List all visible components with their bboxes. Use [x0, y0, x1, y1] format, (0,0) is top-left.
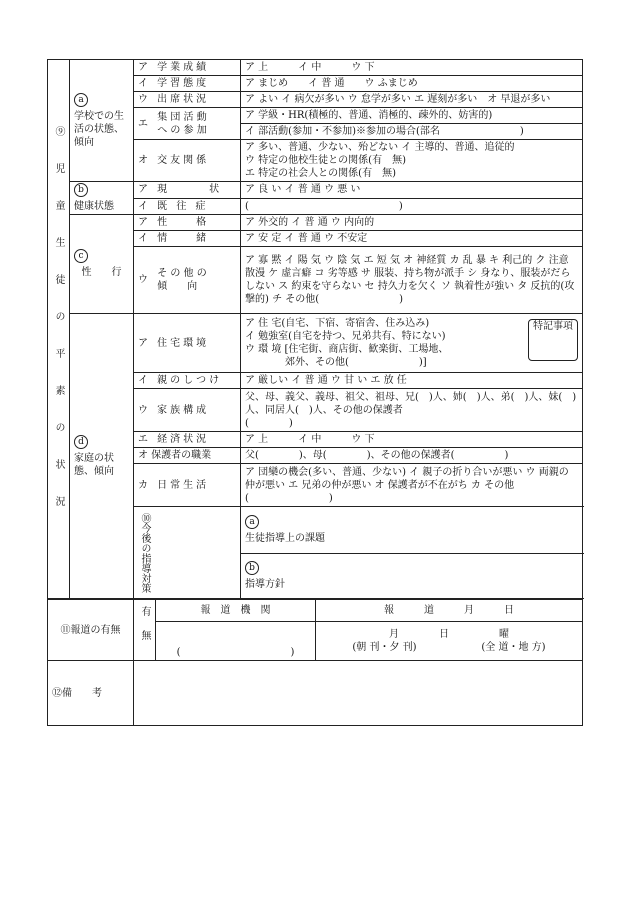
sec9d-item5-value: 父( )、母( )、その他の保護者( ) — [241, 448, 583, 464]
sec9c-item2-value: ア 安 定 イ 普 通 ウ 不安定 — [241, 231, 583, 247]
special-notes-label: 特記事項 — [533, 321, 573, 332]
sec9d-item1-key: ア 住宅環境 — [134, 314, 241, 373]
sec11-date-subrow — [320, 641, 578, 654]
sec11-presence: 有無 — [139, 606, 150, 654]
sec11-date-header: 報 道 月 日 — [316, 600, 583, 622]
sec9b-item1-key: ア 現 状 — [134, 182, 241, 199]
sec10b-mark: b — [245, 561, 259, 575]
sec9a-label-cell — [70, 60, 134, 182]
sec9a-item3-key: ウ 出席状況 — [134, 92, 241, 108]
sec9c-item3-key — [134, 247, 241, 314]
sec9a-item4-value1: ア 学級・HR(積極的、普通、消極的、疎外的、妨害的) — [241, 108, 583, 124]
sec10b-label: 指導方針 — [245, 579, 285, 590]
sec11-agency-paren: ( ) — [156, 621, 316, 660]
sec9-title-cell — [48, 60, 70, 599]
sec9d-item2-value: ア 厳しい イ 普 通 ウ 甘 い エ 放 任 — [241, 373, 583, 389]
sec10-title: ⑩今後の指導対策 — [139, 512, 150, 593]
sec9a-item4-subkey: 集 団 活 動 へ の 参 加 — [157, 111, 207, 136]
sec12-content — [134, 661, 583, 726]
sec10a-label: 生徒指導上の課題 — [245, 533, 325, 544]
sec11-date-cell — [316, 621, 583, 660]
sec9b-item2-value: ( ) — [241, 198, 583, 215]
sec9a-item3-value: ア よい イ 病欠が多い ウ 怠学が多い エ 遅刻が多い オ 早退が多い — [241, 92, 583, 108]
sec9a-item5-value: ア 多い、普通、少ない、殆どない イ 主導的、普通、追従的 ウ 特定の他校生徒との関係(有 無) エ 特定の社会人との関係(有 無) — [241, 140, 583, 182]
sec9b-label-cell — [70, 182, 134, 215]
sec9d-item4-value: ア 上 イ 中 ウ 下 — [241, 432, 583, 448]
special-notes-box — [528, 319, 578, 361]
sec9c-label: 性 行 — [81, 267, 122, 278]
sec11-agency-header: 報 道 機 関 — [156, 600, 316, 622]
sec9a-item4-value2: イ 部活動(参加・不参加)※参加の場合(部名 ) — [241, 124, 583, 140]
sec11-date-line: 月 日 曜 — [389, 628, 509, 640]
sec11-presence-cell — [134, 600, 156, 661]
sec9d-item6-key: カ 日常生活 — [134, 464, 241, 507]
sec9c-item2-key: イ 情 緒 — [134, 231, 241, 247]
sec9c-label-cell — [70, 215, 134, 314]
sec9d-item5-key: オ 保護者の職業 — [134, 448, 241, 464]
sec9d-item6-value: ア 団欒の機会(多い、普通、少ない) イ 親子の折り合いが悪い ウ 両親の仲が悪い エ 兄弟の仲が悪い オ 保護者が不在がち カ その他( ) — [241, 464, 583, 507]
form-sheet — [47, 59, 583, 726]
sec9c-mark: c — [74, 249, 88, 263]
sec9d-item1-cell — [241, 314, 583, 373]
sec9b-mark: b — [74, 183, 88, 197]
sec9a-label: 学校での生活の状態、傾向 — [74, 110, 124, 148]
sec9d-item3-value: 父、母、義父、義母、祖父、祖母、兄( )人、姉( )人、弟( )人、妹( )人、同居人( )人、その他の保護者 ( ) — [241, 389, 583, 432]
sec10a-label-cell — [241, 507, 583, 554]
sec9c-item1-value: ア 外交的 イ 普 通 ウ 内向的 — [241, 215, 583, 231]
sec9d-item1-value: ア 住 宅(自宅、下宿、寄宿舎、住み込み) イ 勉強室(自宅を持つ、兄弟共有、特にない) ウ 環 境 [住宅街、商店街、歓楽街、工場地、 郊外、その他( )] — [245, 318, 449, 368]
sec9a-item4-key — [134, 108, 241, 140]
sec11-title: ⑪報道の有無 — [48, 600, 134, 661]
sec9b-item2-key: イ 既 往 症 — [134, 198, 241, 215]
sec9d-label: 家庭の状態、傾向 — [74, 452, 114, 477]
student-record-table — [47, 59, 583, 599]
sec9b-item1-value: ア 良 い イ 普 通 ウ 悪 い — [241, 182, 583, 199]
sec9d-item2-key: イ 親のしつけ — [134, 373, 241, 389]
sec9a-mark: a — [74, 93, 88, 107]
sec9d-item4-key: エ 経済状況 — [134, 432, 241, 448]
sec9a-item1-key: ア 学業成績 — [134, 60, 241, 76]
sec12-title: ⑫備 考 — [48, 661, 134, 726]
sec9d-mark: d — [74, 435, 88, 449]
sec9a-item1-value: ア 上 イ 中 ウ 下 — [241, 60, 583, 76]
sec9c-item3-subkey: そ の 他 の 傾 向 — [157, 268, 207, 292]
sec10-title-cell — [134, 507, 241, 599]
sec9d-label-cell — [70, 314, 134, 599]
sec9a-item5-key: オ 交友関係 — [134, 140, 241, 182]
report-table — [47, 599, 583, 726]
sec9a-item2-key: イ 学習態度 — [134, 76, 241, 92]
sec9c-item3-letter: ウ — [138, 274, 148, 286]
sec11-scope: (全 道・地 方) — [481, 641, 546, 653]
sec10b-label-cell — [241, 554, 583, 599]
sec9c-item3-value: ア 寡 黙 イ 陽 気 ウ 陰 気 エ 短 気 オ 神経質 カ 乱 暴 キ 利己的 ク 注意散漫 ケ 虚言癖 コ 劣等感 サ 服装、持ち物が派手 シ 身なり、服装がだらしない ス 約束を守らない セ 持久力を欠く ソ 執着性が強い タ 反抗的(攻撃的) チ その他( ) — [241, 247, 583, 314]
sec9b-label: 健康状態 — [74, 201, 114, 212]
sec10a-mark: a — [245, 515, 259, 529]
sec11-edition: (朝 刊・夕 刊) — [352, 641, 417, 653]
sec9a-item4-letter: エ — [138, 118, 148, 129]
sec9-title: ⑨児童生徒の平素の状況 — [53, 125, 64, 533]
sec9a-item2-value: ア まじめ イ 普 通 ウ ふまじめ — [241, 76, 583, 92]
sec9c-item1-key: ア 性 格 — [134, 215, 241, 231]
sec9d-item3-key: ウ 家族構成 — [134, 389, 241, 432]
